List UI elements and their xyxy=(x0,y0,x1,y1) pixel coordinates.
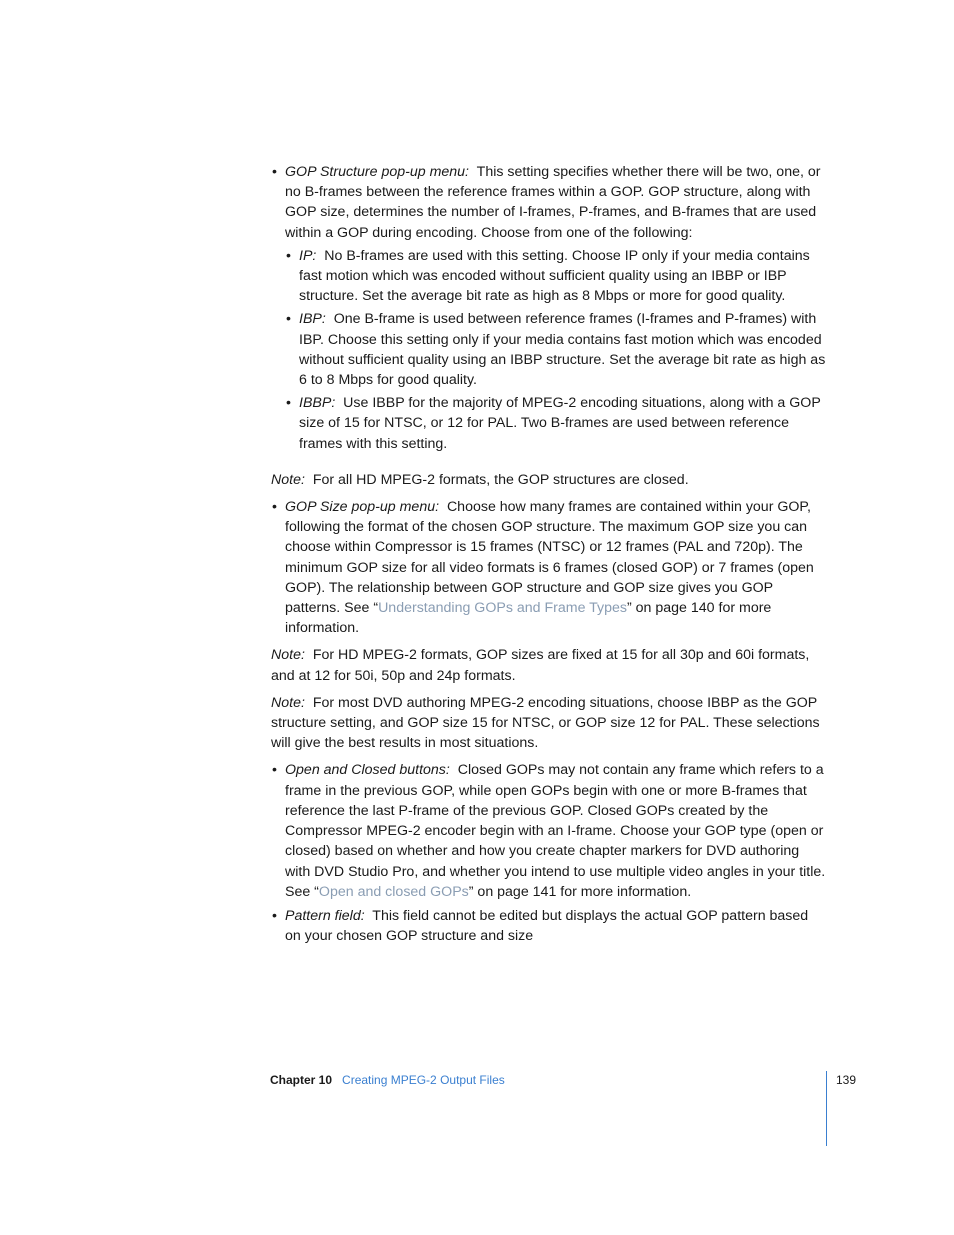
text-ip: No B-frames are used with this setting. Choose IP only if your media contains fast motion which was encoded without sufficient quality using an IBBP or IBP structure. Set the average bit rate as high as 8 Mbps or more for good quality. xyxy=(299,247,810,305)
term-ibp: IBP: xyxy=(299,311,326,328)
note-label: Note: xyxy=(271,647,305,664)
page-body xyxy=(271,162,826,946)
note-text: For HD MPEG-2 formats, GOP sizes are fixed at 15 for all 30p and 60i formats, and at 12 for 50i, 50p and 24p formats. xyxy=(271,647,810,684)
list-item-ip xyxy=(271,246,826,307)
link-open-closed-gops[interactable]: Open and closed GOPs xyxy=(318,883,469,900)
list-item-ibbp xyxy=(271,393,826,454)
link-understanding-gops[interactable]: Understanding GOPs and Frame Types xyxy=(378,600,627,617)
note-label: Note: xyxy=(271,694,305,711)
note-text: For most DVD authoring MPEG-2 encoding situations, choose IBBP as the GOP structure setting, and GOP size 15 for NTSC, or GOP size 12 for PAL. These selections will give the best results in most situations. xyxy=(271,694,820,752)
note-hd-closed xyxy=(271,470,826,490)
term-gop-structure: GOP Structure pop-up menu: xyxy=(285,164,470,180)
page-footer xyxy=(270,1072,505,1088)
list-item-pattern xyxy=(271,906,826,946)
list-item-gop-structure xyxy=(271,162,826,243)
note-text: For all HD MPEG-2 formats, the GOP structures are closed. xyxy=(312,471,689,488)
note-hd-gop-sizes xyxy=(271,645,826,685)
text-ibp: One B-frame is used between reference frames (I-frames and P-frames) with IBP. Choose this setting only if your media contains fast motion which was encoded without sufficient quality using an IBBP structure. Set the average bit rate as high as 6 to 8 Mbps for good quality. xyxy=(299,311,826,389)
text-ibbp: Use IBBP for the majority of MPEG-2 encoding situations, along with a GOP size of 15 for NTSC, or 12 for PAL. Two B-frames are used between reference frames with this setting. xyxy=(299,395,821,452)
text-gop-structure: This setting specifies whether there will be two, one, or no B-frames between the reference frames within a GOP. GOP structure, along with GOP size, determines the number of I-frames, P-frames, and B-frames that are used within a GOP during encoding. Choose from one of the following: xyxy=(285,164,821,241)
term-open-closed: Open and Closed buttons: xyxy=(285,762,450,779)
list-item-open-closed xyxy=(271,760,826,901)
text-gop-size-after: ” on page 140 for more information. xyxy=(285,600,772,637)
chapter-title-link[interactable]: Creating MPEG-2 Output Files xyxy=(342,1073,505,1087)
text-pattern: This field cannot be edited but displays the actual GOP pattern based on your chosen GOP structure and size xyxy=(285,907,809,945)
text-gop-size: Choose how many frames are contained within your GOP, following the format of the chosen GOP structure. The maximum GOP size you can choose within Compressor is 15 frames (NTSC) or 12 frames (PAL and 720p). The minimum GOP size for all video formats is 6 frames (closed GOP) or 7 frames (open GOP). The relationship between GOP structure and GOP size gives you GOP patterns. See “ xyxy=(285,499,814,617)
term-gop-size: GOP Size pop-up menu: xyxy=(285,499,440,516)
list-item-ibp xyxy=(271,309,826,390)
text-open-closed: Closed GOPs may not contain any frame which refers to a frame in the previous GOP, while open GOPs begin with one or more B-frames that reference the last P-frame of the previous GOP. Closed GOPs created by the Compressor MPEG-2 encoder begin with an I-frame. Choose your GOP type (open or closed) based on whether and how you create chapter markers for DVD authoring with DVD Studio Pro, and whether you intend to use multiple video angles in your title. See “ xyxy=(285,762,826,900)
page-number: 139 xyxy=(836,1073,857,1087)
list-item-gop-size xyxy=(271,497,826,638)
footer-divider xyxy=(826,1071,827,1146)
term-ibbp: IBBP: xyxy=(299,395,336,412)
chapter-label: Chapter 10 xyxy=(270,1073,333,1087)
gop-structure-options xyxy=(271,246,826,454)
term-ip: IP: xyxy=(299,247,317,264)
note-dvd-authoring xyxy=(271,693,826,754)
term-pattern: Pattern field: xyxy=(285,907,365,924)
text-open-closed-after: ” on page 141 for more information. xyxy=(468,883,692,900)
note-label: Note: xyxy=(271,471,305,488)
